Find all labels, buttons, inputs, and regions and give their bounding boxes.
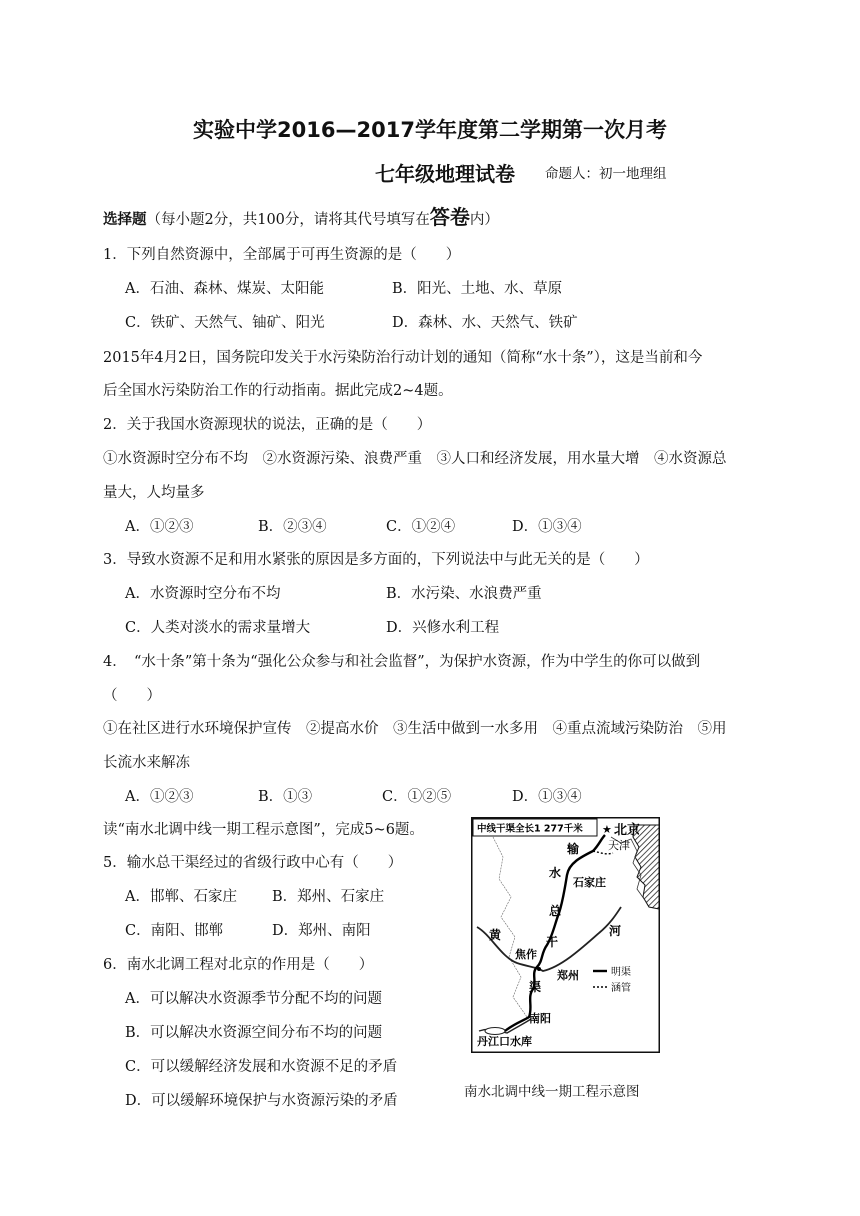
question-2: 2．关于我国水资源现状的说法，正确的是（ ） [103, 417, 432, 433]
q1-option-d: D．森林、水、天然气、铁矿 [392, 315, 578, 331]
q4-option-a: A．①②③ [125, 789, 194, 805]
question-5: 5．输水总干渠经过的省级行政中心有（ ） [103, 855, 403, 871]
q4-option-c: C．①②⑤ [382, 789, 452, 805]
q2-option-a: A．①②③ [125, 519, 194, 535]
label-huang: 黄 [489, 928, 502, 942]
q4-option-b: B．①③ [258, 789, 313, 805]
q6-option-d: D．可以缓解环境保护与水资源污染的矛盾 [125, 1093, 398, 1109]
label-danjiangkou: 丹江口水库 [477, 1035, 532, 1048]
q4-statements-1: ①在社区进行水环境保护宣传 ②提高水价 ③生活中做到一水多用 ④重点流域污染防治 ⑤用 [103, 721, 727, 737]
q3-option-d: D．兴修水利工程 [386, 620, 500, 636]
map-instruction: 读“南水北调中线一期工程示意图”，完成5~6题。 [103, 822, 424, 838]
question-6: 6．南水北调工程对北京的作用是（ ） [103, 957, 374, 973]
legend-open-label: 明渠 [611, 967, 631, 978]
reservoir-shape [485, 1028, 505, 1035]
star-icon: ★ [602, 823, 612, 836]
q4-statements-2: 长流水来解冻 [103, 755, 190, 771]
q3-option-c: C．人类对淡水的需求量增大 [125, 620, 311, 636]
q2-option-d: D．①③④ [512, 519, 582, 535]
label-jiaozuo: 焦作 [515, 948, 537, 961]
q5-option-d: D．郑州、南阳 [272, 923, 371, 939]
map-header-label: 中线干渠全长1 277千米 [477, 823, 583, 835]
q1-option-b: B．阳光、土地、水、草原 [392, 281, 563, 297]
q6-option-c: C．可以缓解经济发展和水资源不足的矛盾 [125, 1059, 398, 1075]
canal-char-3: 总 [549, 904, 562, 918]
section-note-suffix: 内） [469, 212, 499, 228]
q3-option-b: B．水污染、水浪费严重 [386, 586, 542, 602]
q5-option-b: B．郑州、石家庄 [272, 889, 385, 905]
q1-option-a: A．石油、森林、煤炭、太阳能 [125, 281, 324, 297]
q3-option-a: A．水资源时空分布不均 [125, 586, 281, 602]
q2-statements-2: 量大，人均量多 [103, 485, 205, 501]
q1-option-c: C．铁矿、天然气、铀矿、阳光 [125, 315, 325, 331]
section-label: 选择题 [103, 211, 147, 228]
map-caption: 南水北调中线一期工程示意图 [464, 1084, 640, 1100]
label-beijing: 北京 [614, 823, 641, 838]
passage-line-2: 后全国水污染防治工作的行动指南。据此完成2~4题。 [103, 383, 453, 399]
exam-subtitle: 七年级地理试卷 [375, 162, 515, 186]
question-3: 3．导致水资源不足和用水紧张的原因是多方面的，下列说法中与此无关的是（ ） [103, 552, 649, 568]
q6-option-b: B．可以解决水资源空间分布不均的问题 [125, 1025, 383, 1041]
section-note-prefix: （每小题2分，共100分，请将其代号填写在 [146, 212, 430, 228]
section-heading [103, 207, 499, 230]
south-north-water-map [471, 817, 660, 1053]
jiaozuo-dot [537, 967, 541, 971]
canal-char-2: 水 [549, 866, 562, 880]
question-4: 4． “水十条”第十条为“强化公众参与和社会监督”，为保护水资源，作为中学生的你可以做到 [103, 654, 701, 670]
label-tianjin: 天津 [608, 839, 630, 852]
exam-author: 命题人：初一地理组 [545, 166, 667, 182]
question-4-blank: （ ） [103, 688, 161, 704]
canal-char-1: 输 [567, 842, 580, 856]
q5-option-a: A．邯郸、石家庄 [125, 889, 237, 905]
exam-title: 实验中学2016—2017学年度第二学期第一次月考 [193, 118, 667, 142]
q2-option-b: B．②③④ [258, 519, 327, 535]
q4-option-d: D．①③④ [512, 789, 582, 805]
q2-option-c: C．①②④ [386, 519, 456, 535]
label-he: 河 [609, 924, 622, 938]
question-1: 1．下列自然资源中，全部属于可再生资源的是（ ） [103, 247, 461, 263]
canal-char-5: 渠 [529, 980, 542, 994]
legend-pipe-label: 涵管 [611, 983, 631, 994]
canal-char-4: 干 [546, 935, 559, 949]
q2-statements-1: ①水资源时空分布不均 ②水资源污染、浪费严重 ③人口和经济发展，用水量大增 ④水资源总 [103, 451, 727, 467]
section-note-big: 答卷 [429, 205, 470, 229]
q6-option-a: A．可以解决水资源季节分配不均的问题 [125, 991, 382, 1007]
label-nanyang: 南阳 [529, 1012, 551, 1025]
q5-option-c: C．南阳、邯郸 [125, 923, 224, 939]
label-zhengzhou: 郑州 [557, 969, 579, 982]
label-shijiazhuang: 石家庄 [573, 876, 606, 889]
passage-line-1: 2015年4月2日，国务院印发关于水污染防治行动计划的通知（简称“水十条”），这是当前和今 [103, 350, 703, 366]
